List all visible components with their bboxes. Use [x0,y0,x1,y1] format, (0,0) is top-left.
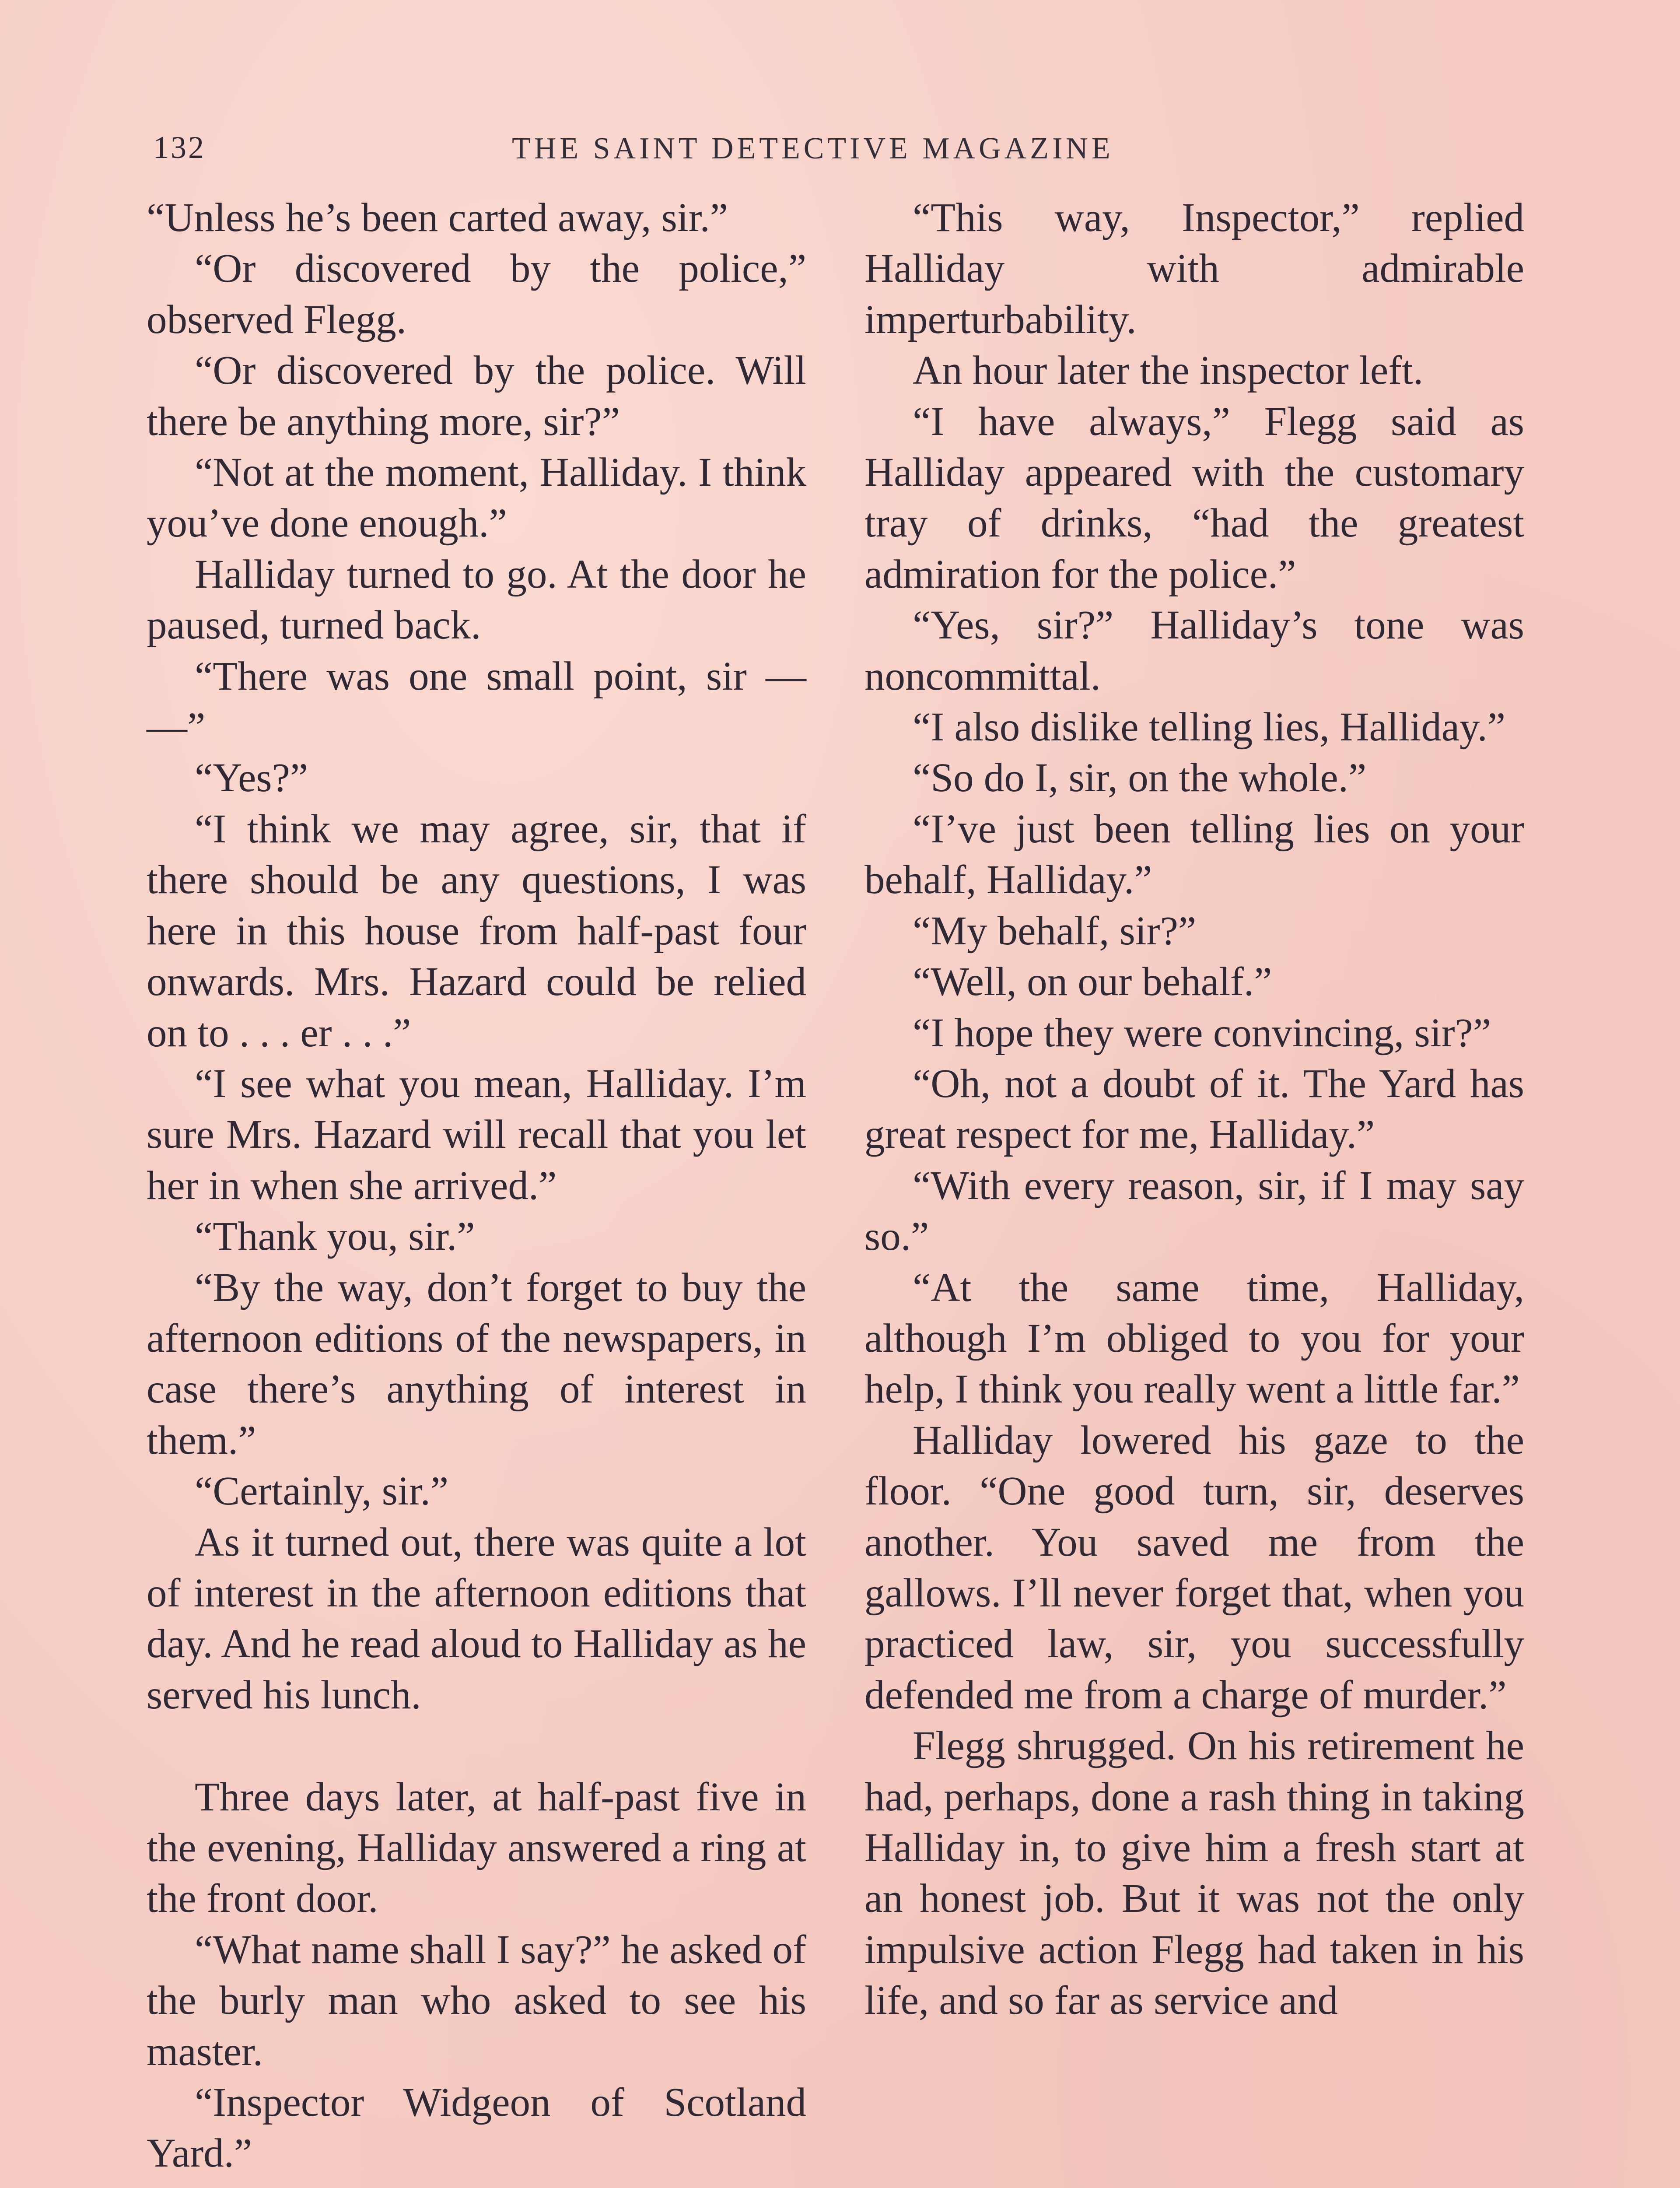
paragraph: “By the way, don’t forget to buy the afternoon editions of the newspapers, in case there’s anything of interest in them.” [147,1265,806,1463]
running-title: THE SAINT DETECTIVE MAGAZINE [512,132,1114,165]
page-header [153,122,1544,179]
paragraph: “Thank you, sir.” [195,1214,475,1259]
paragraph: “I also dislike telling lies, Halliday.” [913,705,1506,750]
right-text-column [864,193,1524,2027]
paragraph: “I hope they were convincing, sir?” [913,1010,1491,1055]
paragraph: Flegg shrugged. On his retirement he had, perhaps, done a rash thing in taking Halliday in, to give him a fresh start at an honest job. But it was not the only impulsive action Flegg had taken in his life, and so far as service and [864,1723,1524,2023]
paragraph: “I’ve just been telling lies on your behalf, Halliday.” [864,806,1524,903]
paragraph: “There was one small point, sir — —” [147,653,806,750]
paragraph: “Inspector Widgeon of Scotland Yard.” [147,2080,806,2176]
paragraph: As it turned out, there was quite a lot of interest in the afternoon editions that day. And he read aloud to Halliday as he served his lunch. [147,1519,806,1718]
paragraph: Three days later, at half-past five in the evening, Halliday answered a ring at the front door. [147,1774,806,1922]
paragraph: “I see what you mean, Halliday. I’m sure Mrs. Hazard will recall that you let her in when she arrived.” [147,1061,806,1208]
paragraph: “I have always,” Flegg said as Halliday appeared with the customary tray of drinks, “had the greatest admiration for the police.” [864,399,1524,597]
paragraph: “Yes, sir?” Halliday’s tone was noncommittal. [864,603,1524,699]
paragraph: “Not at the moment, Halliday. I think you’ve done enough.” [147,450,806,546]
paragraph: “So do I, sir, on the whole.” [913,755,1367,801]
paragraph: “Well, on our behalf.” [913,959,1272,1005]
paragraph: “At the same time, Halliday, although I’m obliged to you for your help, I think you really went a little far.” [864,1265,1524,1412]
paragraph: “What name shall I say?” he asked of the burly man who asked to see his master. [147,1927,806,2074]
left-text-column [147,193,806,2179]
paragraph: “Or discovered by the police,” observed Flegg. [147,246,806,342]
paragraph: “Or discovered by the police. Will there be anything more, sir?” [147,348,806,444]
paragraph: “This way, Inspector,” replied Halliday with admirable imperturbability. [864,195,1524,342]
page-number: 132 [153,130,206,165]
paragraph: “Unless he’s been carted away, sir.” [147,195,728,240]
paragraph: “Certainly, sir.” [195,1469,449,1514]
paragraph: Halliday lowered his gaze to the floor. “One good turn, sir, deserves another. You saved me from the gallows. I’ll never forget that, when you practiced law, sir, you successfully defended me from a charge of murder.” [864,1417,1524,1718]
paragraph: “With every reason, sir, if I may say so.” [864,1163,1524,1259]
paragraph: “Yes?” [195,755,308,801]
paragraph: “My behalf, sir?” [913,908,1197,954]
paragraph: An hour later the inspector left. [913,348,1424,393]
paragraph: “Oh, not a doubt of it. The Yard has great respect for me, Halliday.” [864,1061,1524,1157]
paragraph: “I think we may agree, sir, that if there should be any questions, I was here in this house from half-past four onwards. Mrs. Hazard could be relied on to . . . er . . .” [147,806,806,1055]
paragraph: Halliday turned to go. At the door he paused, turned back. [147,551,806,648]
